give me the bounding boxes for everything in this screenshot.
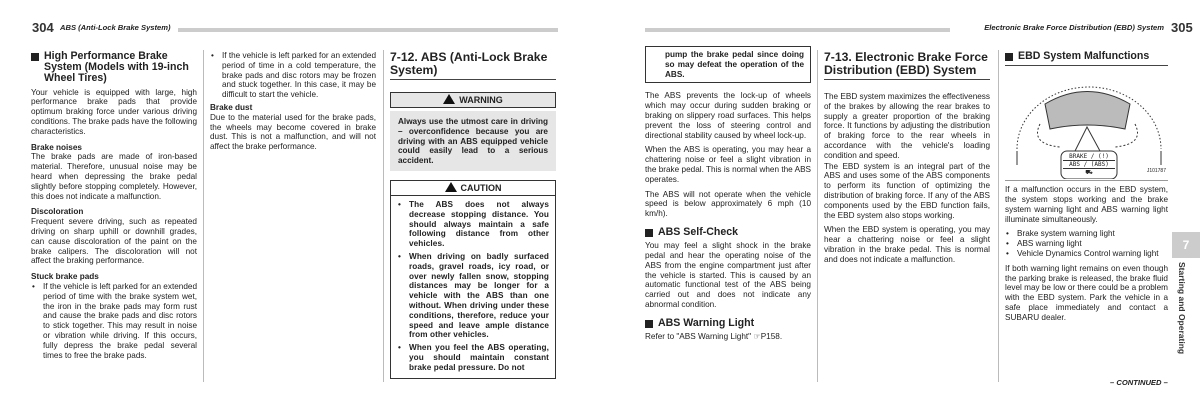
warning-header: WARNING	[390, 92, 556, 108]
paragraph: The ABS will not operate when the vehicle speed is below approximately 6 mph (10 km/h).	[645, 189, 811, 219]
warning-light-labels	[1063, 153, 1115, 176]
instrument-cluster-figure	[1005, 69, 1168, 181]
column-ebd	[824, 51, 990, 270]
cross-reference-link[interactable]: Refer to "ABS Warning Light" ☞P158.	[645, 331, 783, 341]
paragraph: The ABS prevents the lock-up of wheels which may occur during sudden braking or braking on slippery road surfaces. This helps prevent the loss of steering control and directional stability caused by wheel lock-up.	[645, 91, 811, 140]
page-number-left: 304	[32, 20, 54, 35]
warning-triangle-icon	[445, 182, 457, 192]
paragraph: You may feel a slight shock in the brake pedal and hear the operating noise of the ABS from the engine compartment just after the vehicle is started. This is caused by an automatic functional test of the ABS being carried out and does not indicate any abnormal condition.	[645, 241, 811, 309]
continued-footer: – CONTINUED –	[1110, 378, 1168, 387]
paragraph: If a malfunction occurs in the EBD system, the system stops working and the brake system warning light and ABS warning light illuminate simultaneously.	[1005, 185, 1168, 224]
abs-warning-label: ABS / (ABS)	[1063, 161, 1115, 169]
paragraph: The EBD system maximizes the effectiveness of the brakes by allowing the rear brakes to supply a greater proportion of the braking force. It functions by adjusting the distribution of braking force to the rear wheels in accordance with the vehicle's loading condition and speed.	[824, 92, 990, 160]
section-heading: High Performance Brake System (Models with 19-inch Wheel Tires)	[31, 51, 197, 85]
square-bullet-icon	[31, 53, 39, 61]
list-item: • If the vehicle is left parked for an extended period of time with the brake system wet, the iron in the brake pads may form rust and cause the brake pads and disc rotors to stick together. This may result in noise or vibration while driving. If this occurs, fully depress the brake pedal several times to free the brake pads.	[31, 282, 197, 360]
square-bullet-icon	[1005, 53, 1013, 61]
paragraph: Frequent severe driving, such as repeated driving on sharp uphill or downhill grades, can cause discoloration of the paint on the brake calipers. The discoloration will not affect the braking performance.	[31, 217, 197, 266]
section-heading: EBD System Malfunctions	[1005, 51, 1168, 66]
paragraph: When the EBD system is operating, you may hear a chattering noise or feel a slight vibration in the brake pedal. This is normal and does not indicate a malfunction.	[824, 225, 990, 264]
square-bullet-icon	[645, 320, 653, 328]
paragraph: When the ABS is operating, you may hear a chattering noise or feel a slight vibration in the brake pedal. This is normal when the ABS operates.	[645, 145, 811, 184]
caution-continued: pump the brake pedal since doing so may defeat the operation of the ABS.	[645, 46, 811, 83]
list-item: • If the vehicle is left parked for an extended period of time in a cold temperature, the brake pads and disc rotors may be frozen and stuck together. In this case, it may be difficult to start the vehicle.	[210, 51, 376, 100]
figure-code: J101787	[1146, 168, 1166, 175]
caution-header: CAUTION	[390, 180, 556, 196]
paragraph: The EBD system is an integral part of the ABS and uses some of the ABS components to perform its function of optimizing the distribution of braking force. If any of the ABS components used by the EBD function fails, the EBD system also stops working.	[824, 161, 990, 220]
column-ebd-malfunctions	[1005, 51, 1168, 328]
warning-text: Always use the utmost care in driving – overconfidence because you are driving with an ABS equipped vehicle could easily lead to a serious accident.	[390, 111, 556, 171]
paragraph: Your vehicle is equipped with large, high performance brake pads that provide optimum braking force under various driving conditions. The brake pads have the following characteristics.	[31, 87, 197, 136]
column-divider	[817, 50, 818, 382]
chapter-tab-label: Starting and Operating	[1177, 262, 1187, 355]
running-header-right: Electronic Brake Force Distribution (EBD) System	[984, 23, 1164, 32]
column-divider	[203, 50, 204, 382]
square-bullet-icon	[645, 229, 653, 237]
column-high-performance-brake	[31, 51, 197, 363]
paragraph: Due to the material used for the brake pads, the wheels may become covered in brake dust. This is not a malfunction, and will not affect the brake performance.	[210, 112, 376, 152]
chapter-title: 7-13. Electronic Brake Force Distribution (EBD) System	[824, 51, 990, 80]
list-item: • The ABS does not always decrease stopping distance. You should always maintain a safe following distance from other vehicles.	[397, 200, 549, 249]
list-item: • Vehicle Dynamics Control warning light	[1005, 249, 1168, 259]
column-abs-continued	[645, 46, 811, 347]
page-number-right: 305	[1171, 20, 1193, 35]
list-item: • ABS warning light	[1005, 239, 1168, 249]
brake-warning-label: BRAKE / (!)	[1063, 153, 1115, 161]
list-item: • When you feel the ABS operating, you should maintain constant brake pedal pressure. Do not	[397, 343, 549, 372]
running-header-left: ABS (Anti-Lock Brake System)	[60, 23, 171, 32]
column-divider	[998, 50, 999, 382]
warning-triangle-icon	[443, 94, 455, 104]
section-heading: ABS Self-Check	[645, 227, 811, 238]
header-rule	[178, 28, 558, 32]
paragraph: If both warning light remains on even though the parking brake is released, the brake fluid level may be low or there could be a problem with the EBD system. Park the vehicle in a safe place immediately and contact a SUBARU dealer.	[1005, 263, 1168, 322]
chapter-title: 7-12. ABS (Anti-Lock Brake System)	[390, 51, 556, 80]
caution-body	[390, 196, 556, 379]
paragraph: The brake pads are made of iron-based material. Therefore, unusual noise may be heard when depressing the brake pedal slightly before stopping completely. However, this does not indicate a malfunction.	[31, 152, 197, 201]
chapter-tab[interactable]: 7	[1172, 232, 1200, 258]
subheading: Discoloration	[31, 207, 84, 217]
header-rule	[645, 28, 950, 32]
subheading: Stuck brake pads	[31, 272, 99, 282]
section-heading: ABS Warning Light	[645, 318, 811, 329]
list-item: • Brake system warning light	[1005, 229, 1168, 239]
column-abs	[390, 51, 556, 379]
subheading: Brake dust	[210, 102, 253, 112]
subheading: Brake noises	[31, 142, 82, 152]
column-brake-dust	[210, 51, 376, 157]
column-divider	[383, 50, 384, 382]
list-item: • When driving on badly surfaced roads, gravel roads, icy road, or over newly fallen snow, stopping distances may be longer for a vehicle with the ABS than one without. When driving under these conditions, therefore, reduce your speed and leave ample distance from other vehicles.	[397, 252, 549, 340]
vehicle-dynamics-icon: ⛟	[1085, 169, 1093, 177]
